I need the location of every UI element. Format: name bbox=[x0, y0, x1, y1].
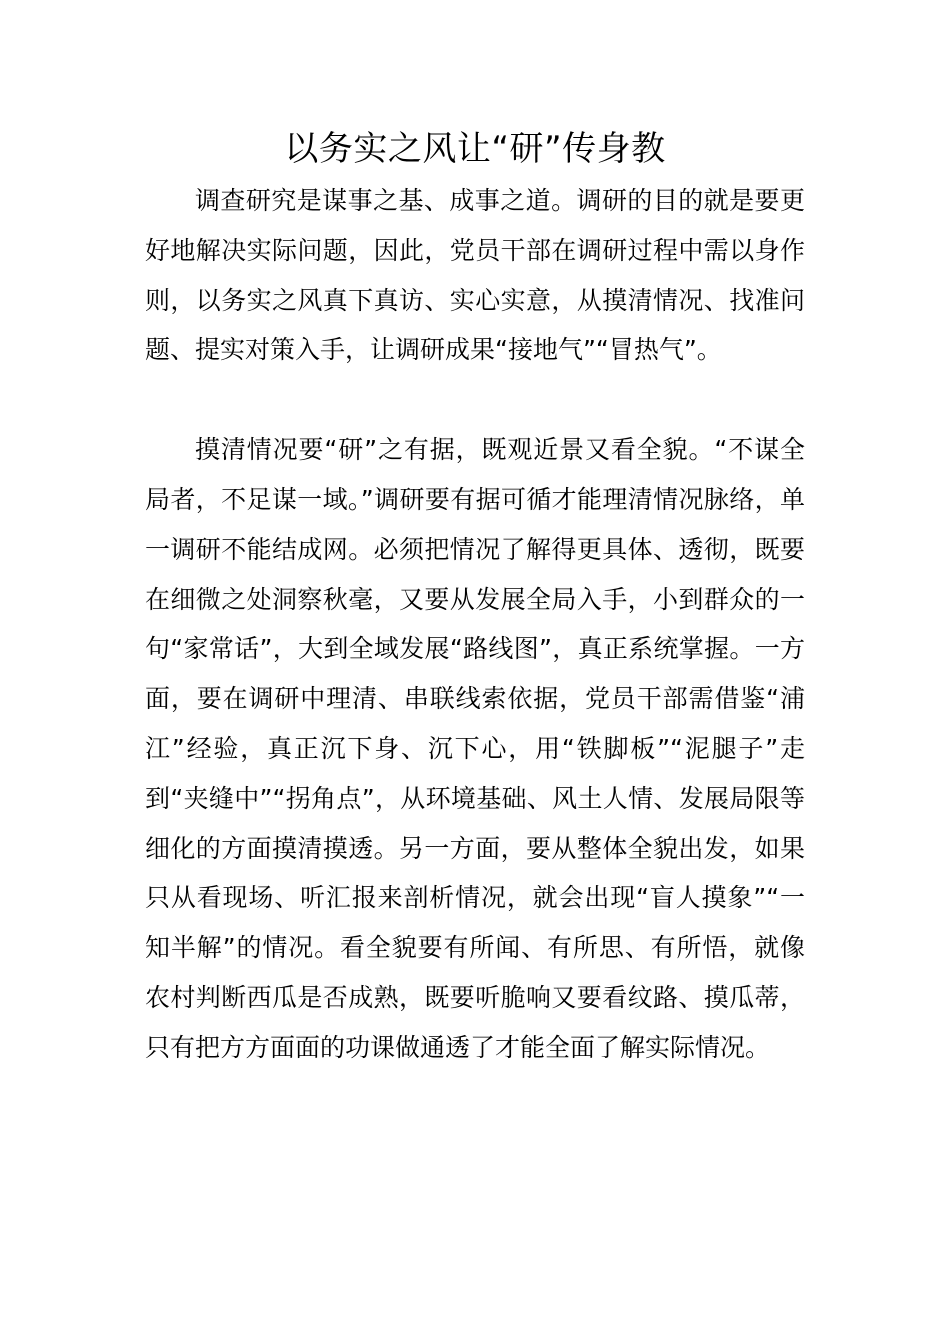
document-title: 以务实之风让“研”传身教 bbox=[284, 129, 666, 169]
paragraph-body: 摸清情况要“研”之有据，既观近景又看全貌。“不谋全局者，不足谋一域。”调研要有据可循才能理清情况脉络，单一调研不能结成网。必须把情况了解得更具体、透彻，既要在细微之处洞察秋毫，又要从发展全局入手，小到群众的一句“家常话”，大到全域发展“路线图”，真正系统掌握。一方面，要在调研中理清、串联线索依据，党员干部需借鉴“浦江”经验，真正沉下身、沉下心，用“铁脚板”“泥腿子”走到“夹缝中”“拐角点”，从环境基础、风土人情、发展局限等细化的方面摸清摸透。另一方面，要从整体全貌出发，如果只从看现场、听汇报来剖析情况，就会出现“盲人摸象”“一知半解”的情况。看全貌要有所闻、有所思、有所悟，就像农村判断西瓜是否成熟，既要听脆响又要看纹路、摸瓜蒂，只有把方方面面的功课做通透了才能全面了解实际情况。 bbox=[145, 435, 805, 1062]
paragraph-spacer bbox=[145, 375, 805, 425]
paragraph-intro: 调查研究是谋事之基、成事之道。调研的目的就是要更好地解决实际问题，因此，党员干部在调研过程中需以身作则，以务实之风真下真访、实心实意，从摸清情况、找准问题、提实对策入手，让调研成果“接地气”“冒热气”。 bbox=[145, 186, 805, 365]
document-page bbox=[145, 122, 805, 1073]
